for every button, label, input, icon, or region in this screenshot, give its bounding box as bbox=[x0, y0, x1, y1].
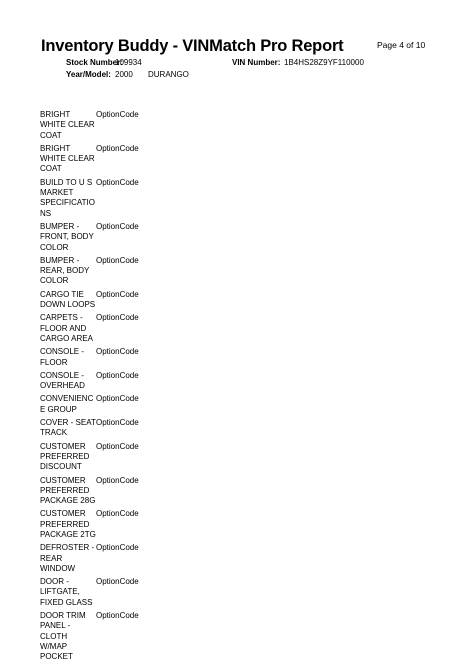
option-code: OptionCode bbox=[96, 289, 139, 299]
option-label: COVER - SEAT TRACK bbox=[40, 418, 96, 438]
option-code: OptionCode bbox=[96, 255, 139, 265]
option-label: BUMPER - FRONT, BODY COLOR bbox=[40, 221, 94, 252]
option-label: CARPETS - FLOOR AND CARGO AREA bbox=[40, 313, 93, 343]
option-label: DEFROSTER - REAR WINDOW bbox=[40, 543, 95, 573]
option-label: CUSTOMER PREFERRED DISCOUNT bbox=[40, 441, 90, 472]
option-label: BRIGHT WHITE CLEAR COAT bbox=[40, 143, 95, 174]
option-label: DOOR TRIM PANEL - CLOTH W/MAP POCKET bbox=[40, 611, 86, 662]
option-code: OptionCode bbox=[96, 313, 139, 323]
stock-number-label: Stock Number: bbox=[66, 58, 123, 67]
year-model-label: Year/Model: bbox=[66, 70, 111, 79]
option-row bbox=[40, 313, 150, 344]
option-code: OptionCode bbox=[96, 143, 139, 153]
option-row bbox=[40, 394, 150, 415]
option-row bbox=[40, 178, 150, 219]
option-row bbox=[40, 611, 150, 662]
option-label: BRIGHT WHITE CLEAR COAT bbox=[40, 110, 95, 140]
page-number: Page 4 of 10 bbox=[377, 40, 426, 50]
year-value: 2000 bbox=[115, 70, 133, 79]
option-row bbox=[40, 509, 150, 540]
option-code: OptionCode bbox=[96, 577, 139, 587]
option-label: CONSOLE - FLOOR bbox=[40, 347, 85, 367]
stock-number-value: 109934 bbox=[115, 58, 142, 67]
option-code: OptionCode bbox=[96, 509, 139, 519]
option-code: OptionCode bbox=[96, 418, 139, 428]
option-row bbox=[40, 543, 150, 574]
option-row bbox=[40, 418, 150, 439]
option-code: OptionCode bbox=[96, 441, 139, 451]
option-row bbox=[40, 222, 150, 253]
report-title: Inventory Buddy - VINMatch Pro Report bbox=[41, 37, 344, 55]
option-label: DOOR - LIFTGATE, FIXED GLASS bbox=[40, 577, 93, 607]
option-row bbox=[40, 442, 150, 473]
option-code: OptionCode bbox=[96, 221, 139, 231]
option-row bbox=[40, 144, 150, 175]
option-code: OptionCode bbox=[96, 177, 139, 187]
option-code: OptionCode bbox=[96, 611, 139, 621]
option-row bbox=[40, 256, 150, 287]
option-code: OptionCode bbox=[96, 475, 139, 485]
option-label: CUSTOMER PREFERRED PACKAGE 2TG bbox=[40, 509, 96, 539]
model-value: DURANGO bbox=[148, 70, 189, 79]
option-label: CUSTOMER PREFERRED PACKAGE 28G bbox=[40, 475, 96, 506]
option-list bbox=[40, 110, 150, 666]
option-code: OptionCode bbox=[96, 394, 139, 404]
option-label: BUMPER - REAR, BODY COLOR bbox=[40, 255, 90, 286]
option-code: OptionCode bbox=[96, 370, 139, 380]
option-label: BUILD TO U S MARKET SPECIFICATIONS bbox=[40, 177, 95, 218]
option-code: OptionCode bbox=[96, 543, 139, 553]
option-label: CARGO TIE DOWN LOOPS bbox=[40, 289, 96, 310]
option-row bbox=[40, 371, 150, 392]
vin-number-value: 1B4HS28Z9YF110000 bbox=[284, 58, 364, 67]
option-label: CONVENIENCE GROUP bbox=[40, 394, 94, 414]
option-label: CONSOLE - OVERHEAD bbox=[40, 370, 85, 391]
option-row bbox=[40, 290, 150, 311]
vin-number-label: VIN Number: bbox=[232, 58, 281, 67]
option-code: OptionCode bbox=[96, 347, 139, 357]
option-row bbox=[40, 347, 150, 368]
option-row bbox=[40, 476, 150, 507]
option-row bbox=[40, 577, 150, 608]
option-code: OptionCode bbox=[96, 110, 139, 119]
option-row bbox=[40, 110, 150, 141]
